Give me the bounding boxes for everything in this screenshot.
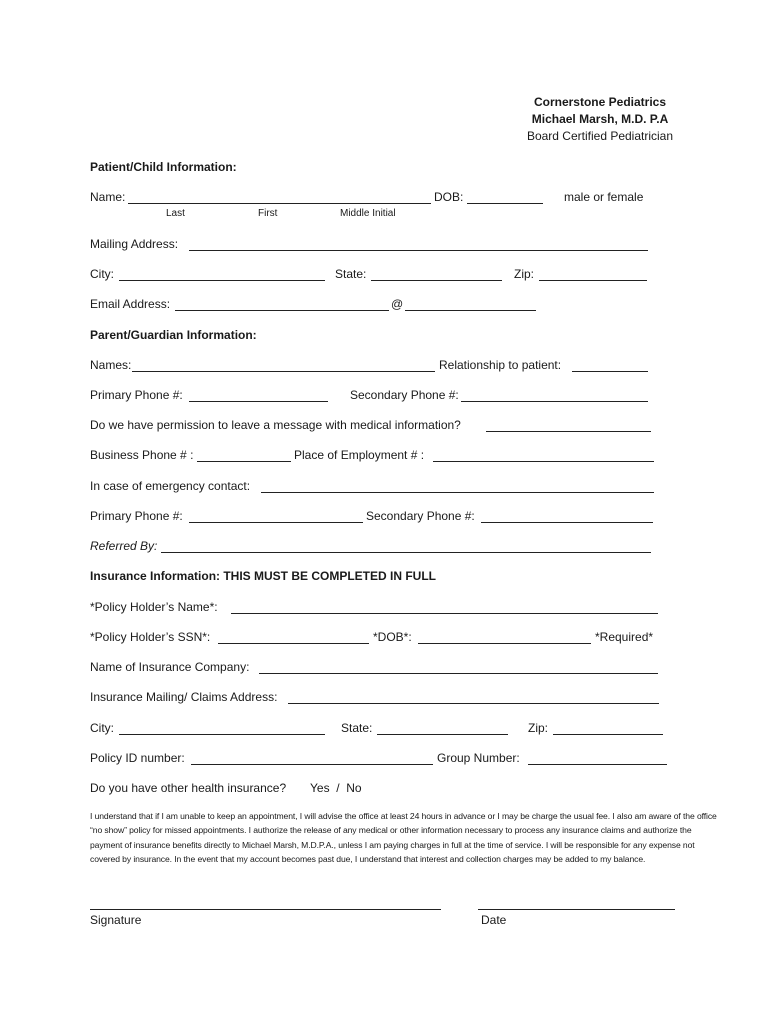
relationship-field[interactable] (572, 371, 648, 372)
holder-name-label: *Policy Holder’s Name*: (90, 600, 218, 614)
dob-field[interactable] (467, 203, 543, 204)
sub-label-last: Last (166, 208, 185, 219)
employment-label: Place of Employment # : (294, 448, 425, 462)
emergency-label: In case of emergency contact: (90, 479, 251, 493)
date-label: Date (481, 913, 507, 927)
holder-ssn-field[interactable] (218, 643, 369, 644)
signature-label: Signature (90, 913, 142, 927)
ins-state-label: State: (341, 721, 373, 735)
relationship-label: Relationship to patient: (439, 358, 562, 372)
ins-state-field[interactable] (377, 734, 508, 735)
emergency-secondary-phone-label: Secondary Phone #: (366, 509, 475, 523)
patient-heading: Patient/Child Information: (90, 160, 237, 174)
holder-dob-label: *DOB*: (373, 630, 412, 644)
business-phone-label: Business Phone # : (90, 448, 194, 462)
claims-field[interactable] (288, 703, 659, 704)
email-at: @ (391, 297, 404, 311)
name-label: Name: (90, 190, 126, 204)
emergency-field[interactable] (261, 492, 654, 493)
name-field[interactable] (128, 203, 431, 204)
doctor-name: Michael Marsh, M.D. P.A (531, 112, 669, 126)
city-label: City: (90, 267, 114, 281)
sex-choice[interactable]: male or female (564, 190, 644, 204)
guardian-names-field[interactable] (132, 371, 435, 372)
zip-field[interactable] (539, 280, 647, 281)
credential: Board Certified Pediatrician (526, 129, 674, 143)
guardian-names-label: Names: (90, 358, 132, 372)
primary-phone-label: Primary Phone #: (90, 388, 183, 402)
agreement-text: I understand that if I am unable to keep an appointment, I will advise the office at least 24 hours in advance or I may be charge the usual fee. I also am aware of the office “no show” policy for missed appointments. I authorize the release of any medical or other information necessary to process any insurance claims and authorize the payment of insurance benefits directly to Michael Marsh, M.D.P.A., unless I am paying charges in full at the time of service. I will be responsible for any expense not covered by insurance. In the event that my account becomes past due, I understand that interest and collection charges may be added to my balance. (90, 811, 717, 865)
holder-ssn-label: *Policy Holder’s SSN*: (90, 630, 211, 644)
state-label: State: (335, 267, 367, 281)
permission-field[interactable] (486, 431, 651, 432)
company-label: Name of Insurance Company: (90, 660, 250, 674)
secondary-phone-label: Secondary Phone #: (350, 388, 459, 402)
referred-field[interactable] (161, 552, 651, 553)
ins-zip-label: Zip: (528, 721, 549, 735)
dob-label: DOB: (434, 190, 464, 204)
policy-label: Policy ID number: (90, 751, 185, 765)
state-field[interactable] (371, 280, 502, 281)
emergency-primary-phone-field[interactable] (189, 522, 363, 523)
secondary-phone-field[interactable] (461, 401, 648, 402)
business-phone-field[interactable] (197, 461, 291, 462)
primary-phone-field[interactable] (189, 401, 328, 402)
mailing-label: Mailing Address: (90, 237, 179, 251)
email-user-field[interactable] (175, 310, 389, 311)
signature-field[interactable] (90, 909, 441, 910)
sub-label-middle: Middle Initial (340, 208, 396, 219)
holder-dob-field[interactable] (418, 643, 591, 644)
guardian-heading: Parent/Guardian Information: (90, 328, 257, 342)
ins-zip-field[interactable] (553, 734, 663, 735)
other-insurance-choice[interactable]: Yes / No (310, 781, 362, 795)
required-note: *Required* (595, 630, 654, 644)
zip-label: Zip: (514, 267, 535, 281)
city-field[interactable] (119, 280, 325, 281)
emergency-secondary-phone-field[interactable] (481, 522, 653, 523)
ins-city-label: City: (90, 721, 114, 735)
referred-label: Referred By: (90, 539, 158, 553)
claims-label: Insurance Mailing/ Claims Address: (90, 690, 278, 704)
sub-label-first: First (258, 208, 278, 219)
insurance-heading: Insurance Information: THIS MUST BE COMPLETED IN FULL (90, 569, 437, 583)
company-field[interactable] (259, 673, 658, 674)
group-field[interactable] (528, 764, 667, 765)
email-label: Email Address: (90, 297, 171, 311)
date-field[interactable] (478, 909, 675, 910)
mailing-field[interactable] (189, 250, 648, 251)
email-domain-field[interactable] (405, 310, 536, 311)
holder-name-field[interactable] (231, 613, 658, 614)
ins-city-field[interactable] (119, 734, 325, 735)
group-label: Group Number: (437, 751, 520, 765)
permission-label: Do we have permission to leave a message with medical information? (90, 418, 461, 432)
emergency-primary-phone-label: Primary Phone #: (90, 509, 183, 523)
policy-field[interactable] (191, 764, 433, 765)
other-insurance-label: Do you have other health insurance? (90, 781, 287, 795)
practice-name: Cornerstone Pediatrics (533, 95, 667, 109)
employment-field[interactable] (433, 461, 654, 462)
